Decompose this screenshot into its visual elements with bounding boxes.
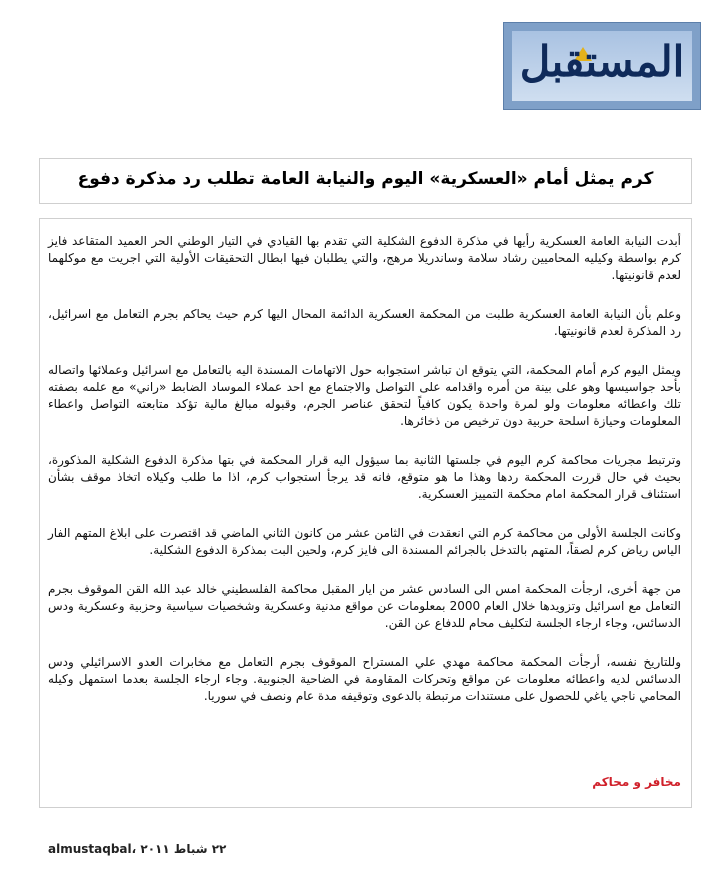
headline-box <box>39 158 692 204</box>
logo-text: المستقبل <box>519 37 685 86</box>
newspaper-logo <box>503 22 701 110</box>
article-paragraph: من جهة أخرى، ارجأت المحكمة امس الى السادس عشر من ايار المقبل محاكمة الفلسطيني خالد عبد الله القن الموقوف بجرم التعامل مع اسرائيل وتزويدها خلال العام 2000 بمعلومات عن مواقع مدنية وعسكرية وشخصيات سياسية وحزبية وعسكرية ودس الدسائس، وجاء ارجاء الجلسة لتكليف محام للدفاع عن القن. <box>48 582 681 630</box>
article-section-label: مخافر و محاكم <box>592 775 681 789</box>
article-body <box>48 233 681 727</box>
article-body-box <box>39 218 692 808</box>
article-paragraph: وعلم بأن النيابة العامة العسكرية طلبت من المحكمة العسكرية الدائمة المحال اليها كرم حيث يحاكم بجرم التعامل مع اسرائيل، رد المذكرة لعدم قانونيتها. <box>48 307 681 338</box>
article-paragraph: وللتاريخ نفسه، أرجأت المحكمة محاكمة مهدي علي المستراح الموقوف بجرم التعامل مع مخابرات العدو الاسرائيلي ودس الدسائس لديه واعطائه معلومات عن مواقع وتحركات المقاومة في الضاحية الجنوبية. وجاء ارجاء الجلسة بعدما استمهل وكيله المحامي ناجي ياغي للحصول على مستندات مرتبطة بالدعوى وتوقيفه مدة عام ونصف في سوريا. <box>48 655 681 703</box>
article-paragraph: وترتبط مجريات محاكمة كرم اليوم في جلستها الثانية بما سيؤول اليه قرار المحكمة في بتها مذكرة الدفوع الشكلية المذكورة، بحيث في حال قررت المحكمة ردها وهذا ما هو متوقع، فانه قد يرجأ استجواب كرم، اذا ما طلب وكيلاه اتخاذ موقف بشأن استئناف قرار المحكمة امام محكمة التمييز العسكرية. <box>48 453 681 501</box>
article-paragraph: ويمثل اليوم كرم أمام المحكمة، التي يتوقع ان تباشر استجوابه حول الاتهامات المسندة اليه بالتعامل مع اسرائيل وعملائها واتصاله بأحد جواسيسها وهو على بينة من أمره واقدامه على التواصل والاجتماع مع احد عملاء الموساد الضابط «راني» مع علمه بصفته تلك واعطائه معلومات ولو لمرة واحدة يكون كافياً لتحقق عناصر الجرم، وقبوله مبالغ مالية تؤكد متابعته التواصل واعطاء المعلومات وحيازة اسلحة حربية دون ترخيص من ذخائرها. <box>48 363 681 428</box>
article-title: كرم يمثل أمام «العسكرية» اليوم والنيابة العامة تطلب رد مذكرة دفوع <box>77 169 654 189</box>
publication-dateline: almustaqbal، ٢٢ شباط ٢٠١١ <box>48 842 227 856</box>
article-paragraph: وكانت الجلسة الأولى من محاكمة كرم التي انعقدت في الثامن عشر من كانون الثاني الماضي قد اقتصرت على ابلاغ المتهم الفار الياس رياض كرم لصقاً، المتهم بالتدخل بالجرائم المسندة الى فايز كرم، ولحين البت بمذكرة الدفوع الشكلية. <box>48 526 681 557</box>
logo-background <box>512 31 692 101</box>
article-paragraph: أبدت النيابة العامة العسكرية رأيها في مذكرة الدفوع الشكلية التي تقدم بها القيادي في التيار الوطني الحر العميد المتقاعد فايز كرم بواسطة وكيليه المحاميين رشاد سلامة وساندريلا مرهج، والتي يطلبان فيها ابطال التحقيقات الأولية التي اجريت مع موكلهما لعدم قانونيتها. <box>48 234 681 282</box>
